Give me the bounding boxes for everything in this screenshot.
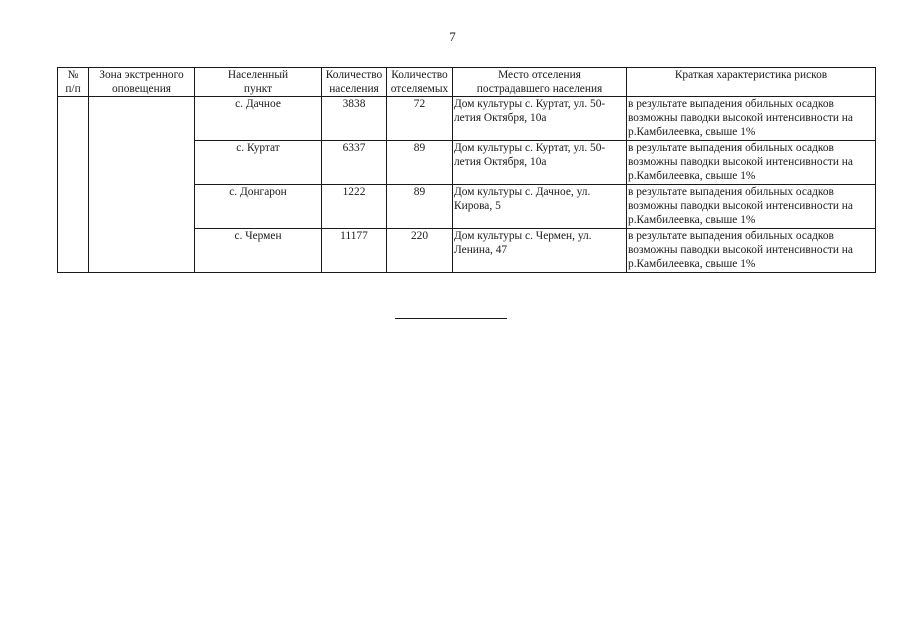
settlement-cell: с. Чермен (195, 229, 322, 273)
header-evacuated: Количество отселяемых (387, 68, 453, 97)
header-population: Количество населения (322, 68, 387, 97)
risk-cell: в результате выпадения обильных осадков возможны паводки высокой интенсивности на р.Камбилеевка, свыше 1% (627, 185, 876, 229)
header-num: № п/п (58, 68, 89, 97)
population-cell: 1222 (322, 185, 387, 229)
risk-cell: в результате выпадения обильных осадков возможны паводки высокой интенсивности на р.Камбилеевка, свыше 1% (627, 229, 876, 273)
header-settlement: Населенный пункт (195, 68, 322, 97)
header-zone: Зона экстренного оповещения (89, 68, 195, 97)
location-cell: Дом культуры с. Куртат, ул. 50-летия Октября, 10а (453, 141, 627, 185)
location-cell: Дом культуры с. Куртат, ул. 50-летия Октября, 10а (453, 97, 627, 141)
location-cell: Дом культуры с. Дачное, ул. Кирова, 5 (453, 185, 627, 229)
risk-cell: в результате выпадения обильных осадков возможны паводки высокой интенсивности на р.Камбилеевка, свыше 1% (627, 141, 876, 185)
location-cell: Дом культуры с. Чермен, ул. Ленина, 47 (453, 229, 627, 273)
risk-cell: в результате выпадения обильных осадков возможны паводки высокой интенсивности на р.Камбилеевка, свыше 1% (627, 97, 876, 141)
population-cell: 11177 (322, 229, 387, 273)
header-row (58, 68, 876, 97)
end-rule-divider (395, 318, 507, 319)
zone-cell (89, 97, 195, 273)
settlement-cell: с. Куртат (195, 141, 322, 185)
population-cell: 6337 (322, 141, 387, 185)
settlement-cell: с. Дачное (195, 97, 322, 141)
evacuated-cell: 72 (387, 97, 453, 141)
population-cell: 3838 (322, 97, 387, 141)
settlement-cell: с. Донгарон (195, 185, 322, 229)
page-number: 7 (449, 29, 456, 44)
table-row (58, 97, 876, 141)
evacuated-cell: 220 (387, 229, 453, 273)
header-risks: Краткая характеристика рисков (627, 68, 876, 97)
header-location: Место отселения пострадавшего населения (453, 68, 627, 97)
evacuated-cell: 89 (387, 185, 453, 229)
num-cell (58, 97, 89, 273)
evacuated-cell: 89 (387, 141, 453, 185)
risk-table (57, 67, 876, 273)
